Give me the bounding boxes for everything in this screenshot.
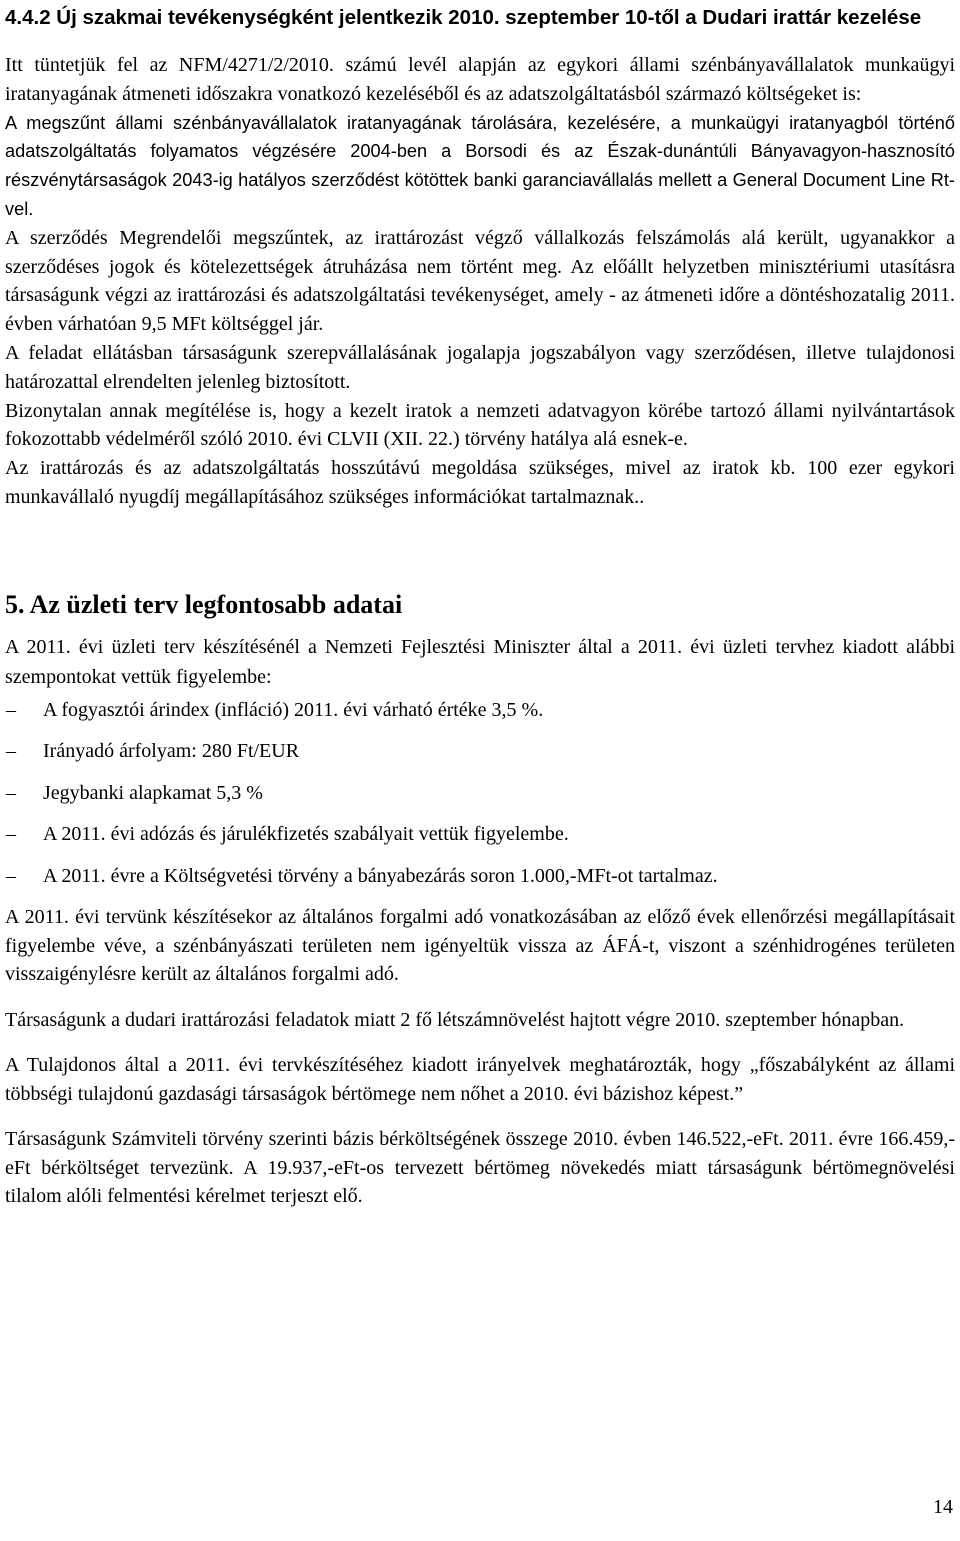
paragraph-uncertainty: Bizonytalan annak megítélése is, hogy a kezelt iratok a nemzeti adatvagyon körébe tartozó állami nyilvántartások fokozottabb védelméről szóló 2010. évi CLVII (XII. 22.) törvény hatálya alá esnek-e. — [5, 399, 955, 451]
section-body-4-4-2 — [5, 51, 955, 512]
list-item: – A 2011. évre a Költségvetési törvény a bányabezárás soron 1.000,-MFt-ot tartalmaz. — [5, 862, 955, 890]
list-item: – Jegybanki alapkamat 5,3 % — [5, 779, 955, 807]
paragraph-plan-intro: A 2011. évi üzleti terv készítésénél a Nemzeti Fejlesztési Miniszter által a 2011. évi üzleti tervhez kiadott alábbi szempontokat vettük figyelembe: — [5, 635, 955, 688]
section-body-5 — [5, 903, 955, 1211]
page-number: 14 — [933, 1496, 953, 1518]
dash-bullet-icon: – — [6, 864, 16, 887]
paragraph-intro: Itt tüntetjük fel az NFM/4271/2/2010. számú levél alapján az egykori állami szénbányavállalatok munkaügyi iratanyagának átmeneti időszakra vonatkozó kezeléséből és az adatszolgáltatásból származó költségeket is: — [5, 54, 955, 105]
section-heading-5: 5. Az üzleti terv legfontosabb adatai — [5, 589, 403, 619]
dash-bullet-icon: – — [6, 823, 16, 846]
paragraph-legal-basis: A feladat ellátásban társaságunk szerepvállalásának jogalapja jogszabályon vagy szerződésen, illetve tulajdonosi határozattal elrendelten jelenleg biztosított. — [5, 341, 955, 393]
dash-bullet-icon: – — [6, 781, 16, 804]
document-page — [5, 0, 955, 1211]
paragraph-owner-guidelines: A Tulajdonos által a 2011. évi tervkészítéséhez kiadott irányelvek meghatározták, hogy „főszabályként az állami többségi tulajdonú gazdasági társaságok bértömege nem nőhet a 2010. évi bázishoz képest.” — [5, 1054, 955, 1105]
paragraph-headcount: Társaságunk a dudari irattározási feladatok miatt 2 fő létszámnövelést hajtott végre 2010. szeptember hónapban. — [5, 1008, 905, 1031]
list-item: – A fogyasztói árindex (infláció) 2011. évi várható értéke 3,5 %. — [5, 696, 955, 724]
paragraph-long-term: Az irattározás és az adatszolgáltatás hosszútávú megoldása szükséges, mivel az iratok kb. 100 ezer egykori munkavállaló nyugdíj megállapításához szükséges információkat tartalmaznak.. — [5, 457, 955, 508]
criteria-list — [5, 696, 955, 890]
paragraph-contract: A megszűnt állami szénbányavállalatok iratanyagának tárolására, kezelésére, a munkaügyi iratanyagból történő adatszolgáltatás folyamatos végzésére 2004-ben a Borsodi és az Észak-dunántúli Bányavagyon-hasznosító részvénytársaságok 2043-ig hatályos szerződést kötöttek banki garanciavállalás mellett a General Document Line Rt-vel. — [5, 112, 955, 219]
section-heading-4-4-2: 4.4.2 Új szakmai tevékenységként jelentkezik 2010. szeptember 10-től a Dudari irattár kezelése — [5, 6, 922, 29]
list-item: – A 2011. évi adózás és járulékfizetés szabályait vettük figyelembe. — [5, 820, 955, 848]
section-body-5-intro — [5, 632, 955, 692]
paragraph-situation: A szerződés Megrendelői megszűntek, az irattározást végző vállalkozás felszámolás alá került, ugyanakkor a szerződéses jogok és kötelezettségek átruházása nem történt meg. Az előállt helyzetben minisztériumi utasításra társaságunk végzi az irattározási és adatszolgáltatási tevékenységet, amely - az átmeneti időre a döntéshozatalig 2011. évben várhatóan 9,5 MFt költséggel jár. — [5, 226, 955, 336]
list-item: – Irányadó árfolyam: 280 Ft/EUR — [5, 737, 955, 765]
dash-bullet-icon: – — [6, 698, 16, 721]
paragraph-vat: A 2011. évi tervünk készítésekor az általános forgalmi adó vonatkozásában az előző évek ellenőrzési megállapításait figyelembe véve, a szénbányászati területen nem igényeltük vissza az ÁFÁ-t, viszont a szénhidrogénes területen visszaigénylésre került az általános forgalmi adó. — [5, 906, 955, 986]
paragraph-wage-costs: Társaságunk Számviteli törvény szerinti bázis bérköltségének összege 2010. évben 146.522,-eFt. 2011. évre 166.459,-eFt bérköltséget tervezünk. A 19.937,-eFt-os tervezett bértömeg növekedés miatt társaságunk bértömegnövelési tilalom alóli felmentési kérelmet terjeszt elő. — [5, 1128, 955, 1208]
dash-bullet-icon: – — [6, 740, 16, 763]
